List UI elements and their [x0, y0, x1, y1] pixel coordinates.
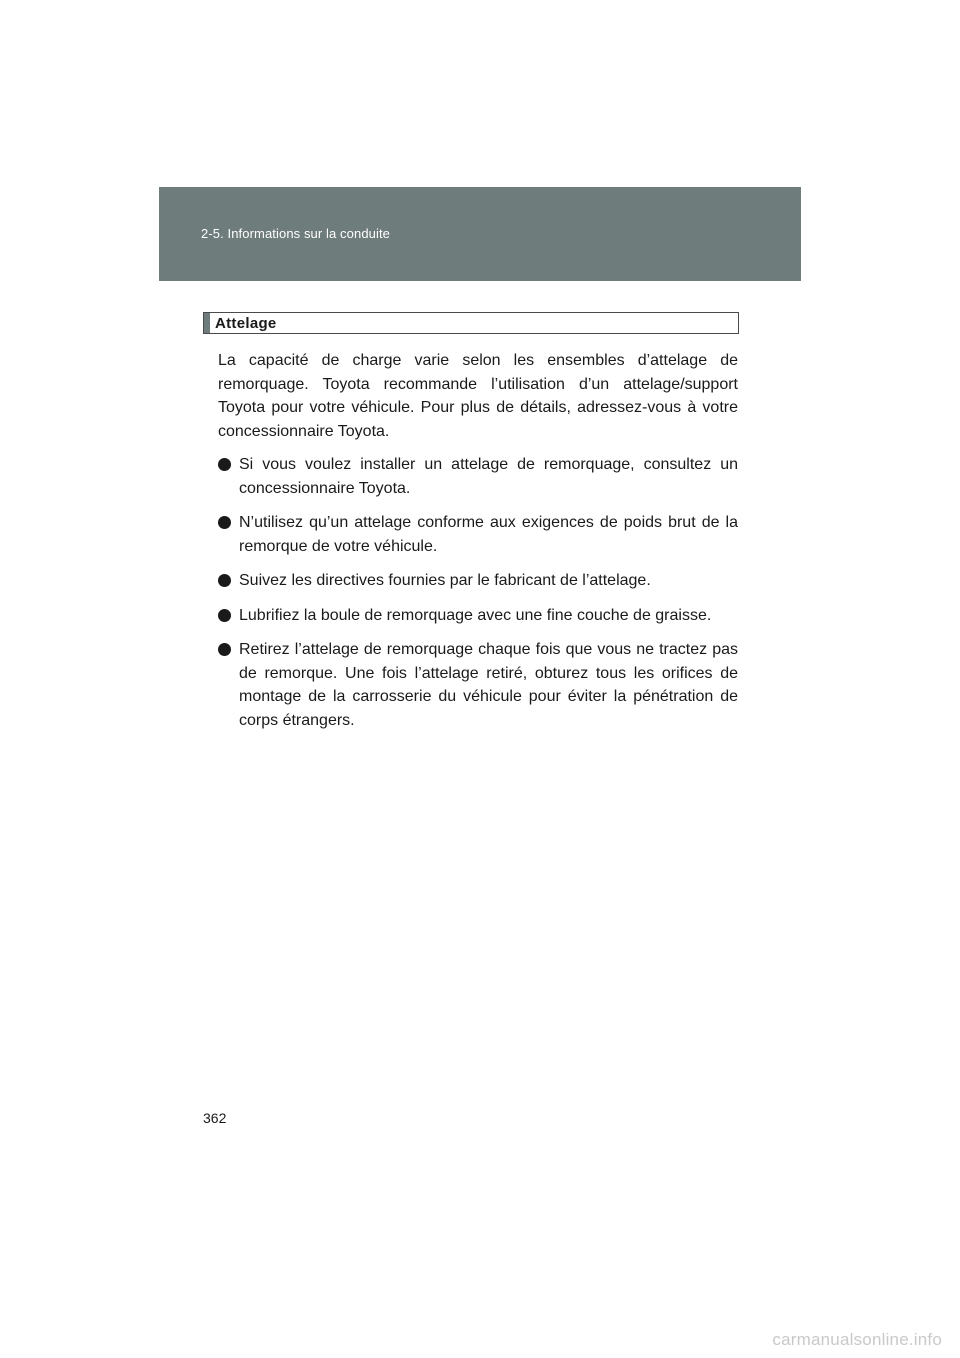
list-item [218, 511, 738, 558]
list-item-text: N’utilisez qu’un attelage conforme aux exigences de poids brut de la remorque de votre véhicule. [239, 514, 738, 555]
list-item [218, 569, 738, 593]
chapter-breadcrumb: 2-5. Informations sur la conduite [201, 226, 391, 241]
section-heading-box [203, 312, 739, 334]
watermark: carmanualsonline.info [772, 1330, 942, 1349]
bullet-icon [218, 458, 231, 471]
list-item-text: Si vous voulez installer un attelage de remorquage, consultez un concessionnaire Toyota. [239, 456, 738, 497]
list-item-text: Suivez les directives fournies par le fabricant de l’attelage. [239, 572, 651, 589]
section-title: Attelage [215, 315, 277, 332]
list-item [218, 453, 738, 500]
bullet-icon [218, 643, 231, 656]
list-item [218, 604, 738, 628]
chapter-header-band [159, 187, 801, 281]
list-item-text: Retirez l’attelage de remorquage chaque fois que vous ne tractez pas de remorque. Une fois l’attelage retiré, obturez tous les orifices de montage de la carrosserie du véhicule pour éviter la pénétration de corps étrangers. [239, 641, 738, 729]
page-number: 362 [203, 1110, 227, 1126]
list-item-text: Lubrifiez la boule de remorquage avec une fine couche de graisse. [239, 606, 712, 624]
bullet-list [218, 453, 738, 732]
bullet-icon [218, 516, 231, 529]
section-heading-accent-bar [204, 313, 210, 333]
list-item [218, 638, 738, 732]
section-body [218, 349, 738, 743]
intro-paragraph: La capacité de charge varie selon les ensembles d’attelage de remorquage. Toyota recommande l’utilisation d’un attelage/support Toyota pour votre véhicule. Pour plus de détails, adressez-vous à votre concessionnaire Toyota. [218, 352, 738, 440]
bullet-icon [218, 574, 231, 587]
bullet-icon [218, 609, 231, 622]
